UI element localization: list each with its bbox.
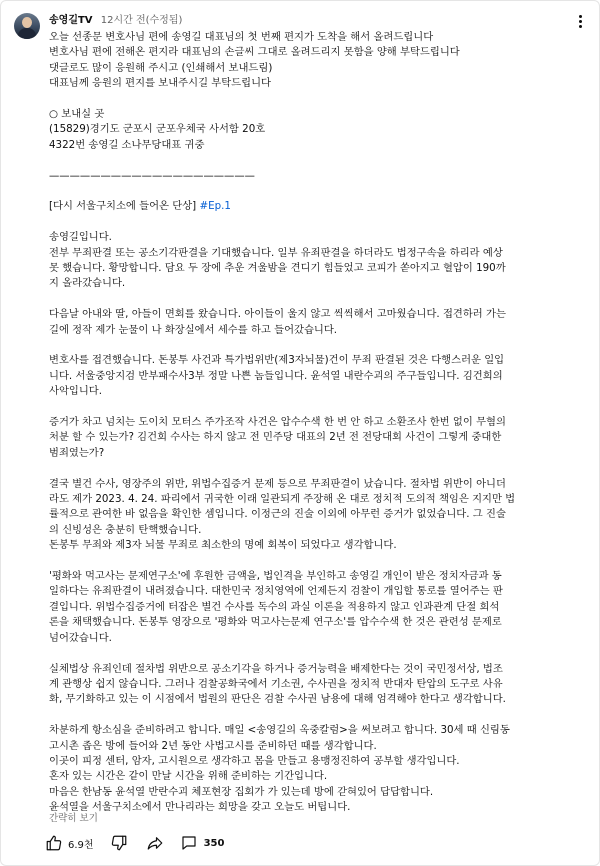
body-line: 실체법상 유죄인데 절차법 위반으로 공소기각을 하거나 증거능력을 배제한다는 것이 국민정서상, 법조 [49,662,503,675]
share-icon [146,834,164,852]
thumbs-up-icon [45,834,63,852]
body-line: 변호사님 편에 전해온 편지라 대표님의 손글씨 그대로 올려드리지 못함을 양해 부탁드립니다 [49,46,460,59]
share-button[interactable] [146,829,164,857]
dislike-button[interactable] [110,829,128,857]
like-count: 6.9천 [68,839,94,851]
body-line: 처분 할 수 있는가? 김건희 수사는 하지 않고 전 민주당 대표의 2년 전 전당대회 사건이 그렇게 중대한 [49,431,502,444]
body-line: 넘어갔습니다. [49,631,112,644]
body-line: 고시촌 좁은 방에 들어와 2년 동안 사법고시를 준비하던 때를 생각합니다. [49,739,377,752]
body-line: 사악입니다. [49,385,103,398]
letter-title [49,199,589,214]
comment-count: 350 [203,837,225,849]
hashtag-link[interactable]: #Ep.1 [199,200,231,213]
body-line: 지 올라갔습니다. [49,277,126,290]
body-line: 변호사를 접견했습니다. 돈봉투 사건과 특가법위반(제3자뇌물)건이 무죄 판결된 것은 다행스러운 일입 [49,354,505,367]
address-line: ○ 보내실 곳 [49,108,105,121]
like-button[interactable] [45,829,110,857]
body-line: 못 했습니다. 황망합니다. 담요 두 장에 추운 겨울밤을 견디기 힘들었고 코피가 쏟아지고 혈압이 190까 [49,262,506,275]
body-line: 결입니다. 위법수집증거에 터잡은 별건 수사를 독수의 과실 이론을 적용하지 않고 인과관계 단절 희석 [49,600,500,613]
body-line: 다음날 아내와 딸, 아들이 면회를 왔습니다. 아이들이 울지 않고 씩씩해서 고마웠습니다. 접견하러 가는 [49,308,506,321]
body-line: 률적으로 관여한 바 없음을 확인한 셈입니다. 이정근의 진술 이외에 아무런 증거가 없었습니다. 그 진술 [49,508,506,521]
address-line: 4322번 송영길 소나무당대표 귀중 [49,138,205,151]
body-line: 의 신빙성은 충분히 탄핵했습니다. [49,523,202,536]
body-line: 이곳이 피정 센터, 암자, 고시원으로 생각하고 몸을 만들고 용맹정진하여 공부할 생각입니다. [49,754,460,767]
body-line: 범죄였는가? [49,446,105,459]
body-line: 차분하게 항소심을 준비하려고 합니다. 매일 <송영길의 옥중칼럼>을 써보려고 합니다. 30세 때 신림동 [49,724,510,737]
channel-name[interactable]: 송영길TV [49,15,93,26]
body-line: 화, 무기화하고 있는 이 시점에서 법원의 판단은 검찰 수사권 남용에 대해 엄격해야 한다고 생각합니다. [49,693,506,706]
post-header [49,14,182,28]
thumbs-down-icon [110,834,128,852]
body-line: 혼자 있는 시간은 같이 만날 시간을 위해 준비하는 기간입니다. [49,770,328,783]
show-less-button[interactable]: 간략히 보기 [49,813,98,824]
body-line: 전부 무죄판결 또는 공소기각판결을 기대했습니다. 일부 유죄판결을 하더라도 법정구속을 하리라 예상 [49,246,503,259]
comment-icon [180,834,198,852]
letter-title-text: [다시 서울구치소에 들어온 단상] [49,200,200,213]
body-line: 길에 정작 제가 눈물이 나 화장실에서 세수를 하고 들어갔습니다. [49,323,338,336]
channel-avatar[interactable] [14,13,40,39]
body-line: 계 관행상 쉽지 않습니다. 그러나 검찰공화국에서 기소권, 수사권을 정치적 반대자 탄압의 도구로 사유 [49,677,503,690]
body-line: 론을 채택했습니다. 돈봉투 영장으로 '평화와 먹고사는문제 연구소'를 압수수색 한 것은 관련성 문제로 [49,616,502,629]
body-line: 결국 별건 수사, 영장주의 위반, 위법수집증거 문제 등으로 무죄판결이 났습니다. 절차법 위반이 아니더 [49,477,506,490]
post-body [49,30,589,816]
address-line: (15829)경기도 군포시 군포우체국 사서함 20호 [49,123,266,136]
body-line: '평화와 먹고사는 문제연구소'에 후원한 금액을, 법인격을 부인하고 송영길 개인이 받은 정치자금과 동 [49,570,502,583]
body-line: 댓글로도 많이 응원해 주시고 (인쇄해서 보내드림) [49,61,273,74]
body-line: 송영길입니다. [49,231,112,244]
body-line: 증거가 차고 넘치는 도이치 모터스 주가조작 사건은 압수수색 한 번 안 하고 소환조사 한번 없이 무혐의 [49,416,506,429]
comments-button[interactable] [180,829,225,857]
divider-line: ———————————————————— [49,169,255,182]
body-line: 라도 제가 2023. 4. 24. 파리에서 귀국한 이래 일관되게 주장해 온 대로 정치적 도의적 책임은 지지만 법 [49,493,516,506]
body-line: 니다. 서울중앙지검 반부패수사3부 정말 나쁜 놈들입니다. 윤석열 내란수괴의 주구들입니다. 김건희의 [49,369,503,382]
body-line: 오늘 선종문 변호사님 편에 송영길 대표님의 첫 번째 편지가 도착을 해서 올려드립니다 [49,31,434,43]
post-time[interactable]: 12시간 전(수정됨) [100,15,183,26]
body-line: 돈봉투 무죄와 제3자 뇌물 무죄로 최소한의 명예 회복이 되었다고 생각합니다. [49,539,397,552]
body-line: 윤석열을 서울구치소에서 만나리라는 희망을 갖고 오늘도 버팁니다. [49,801,351,814]
body-line: 마음은 한남동 윤석열 반란수괴 체포현장 집회가 가 있는데 방에 갇혀있어 답답합니다. [49,785,434,798]
more-options-icon[interactable] [571,10,589,32]
body-line: 일하다는 유죄판결이 내려졌습니다. 대한민국 정치영역에 언제든지 검찰이 개입할 통로를 열어주는 판 [49,585,503,598]
body-line: 대표님께 응원의 편지를 보내주시길 부탁드립니다 [49,77,271,90]
action-bar [45,829,345,857]
